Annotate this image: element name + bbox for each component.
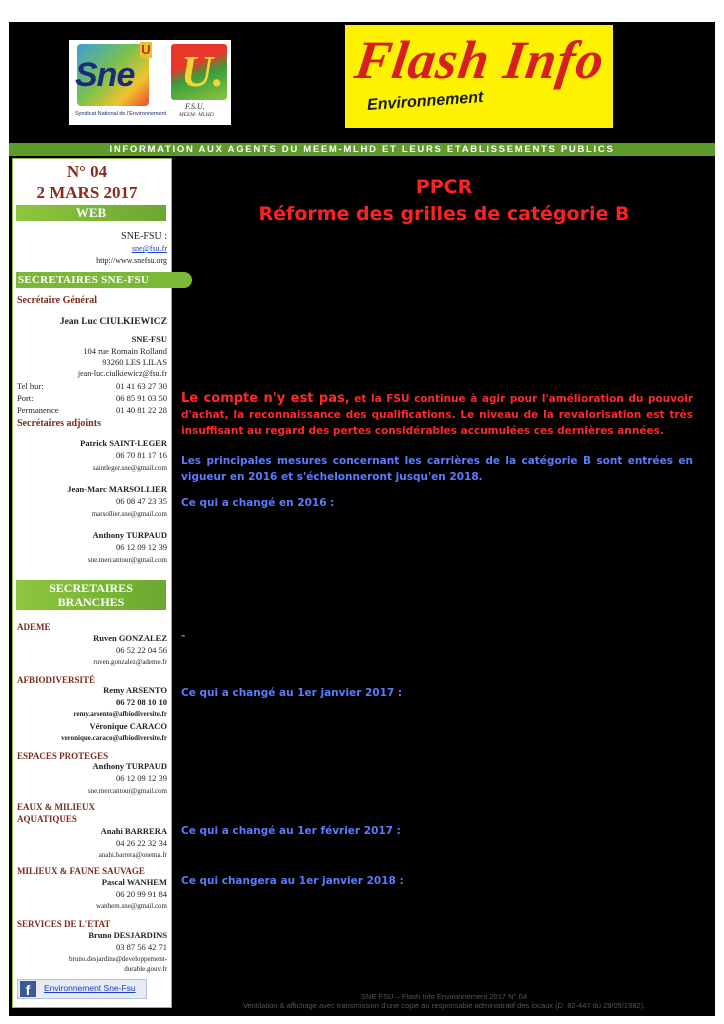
branch-phone: 03 87 56 42 71 xyxy=(116,942,167,952)
article-title xyxy=(179,174,709,228)
measures-paragraph: Les principales mesures concernant les carrières de la catégorie B sont entrées en vigueur en 2016 et s'échelonneront jusqu'en 2018. xyxy=(181,455,693,483)
adjoint-email: marsollier.sne@gmail.com xyxy=(91,510,167,518)
branches-header xyxy=(16,580,166,610)
branch-email-line2: durable.gouv.fr xyxy=(124,965,167,973)
issue-date: 2 MARS 2017 xyxy=(36,183,138,202)
branch-name: Anthony TURPAUD xyxy=(92,761,167,771)
intro-lead: Le compte n'y est pas, xyxy=(181,391,350,406)
branch-label: ADEME xyxy=(17,622,51,632)
branch-phone: 04 26 22 32 34 xyxy=(116,838,167,848)
fsu-subtext: MEEM- MLHD xyxy=(179,112,214,118)
sne-logo-text: Sne xyxy=(75,56,135,94)
web-header: WEB xyxy=(16,205,166,221)
branch-phone: 06 20 99 91 84 xyxy=(116,889,167,899)
branch-phone: 06 72 08 10 10 xyxy=(116,697,167,707)
sg-tel-label: Tel bur: xyxy=(17,381,44,391)
web-url[interactable]: http://www.snefsu.org xyxy=(96,256,167,265)
branch-name: Pascal WANHEM xyxy=(101,877,167,887)
secretaires-header: SECRETAIRES SNE-FSU xyxy=(16,272,192,288)
branch-email: sne.mercantour@gmail.com xyxy=(87,787,167,795)
branch-label-line2: AQUATIQUES xyxy=(17,814,77,824)
article-title-line2: Réforme des grilles de catégorie B xyxy=(258,203,630,225)
heading-jan-2017: Ce qui a changé au 1er janvier 2017 : xyxy=(181,687,403,699)
sg-tel: 01 41 63 27 30 xyxy=(116,381,167,391)
adjoint-email: saintleger.sne@gmail.com xyxy=(92,464,167,472)
branch-name: Anahi BARRERA xyxy=(100,826,167,836)
branch-email: bruno.desjardins@developpement- xyxy=(68,955,167,963)
footer-line2: Ventilation & affichage avec transmission d'une copie au responsable administratif des locaux (D. 82-447 du 28/05/1982). xyxy=(242,1001,646,1010)
info-banner: INFORMATION AUX AGENTS DU MEEM-MLHD ET LEURS ETABLISSEMENTS PUBLICS xyxy=(9,143,715,156)
sg-address-1: 104 rue Romain Rolland xyxy=(83,346,167,356)
dash-marker: - xyxy=(181,630,186,642)
flash-info-logo xyxy=(345,25,613,128)
branches-header-line1: SECRETAIRES xyxy=(49,581,133,595)
branch-email: remy.arsento@afbiodiversite.fr xyxy=(73,710,167,718)
sg-email: jean-luc.ciulkiewicz@fsu.fr xyxy=(77,369,167,378)
branch-label: EAUX & MILIEUX xyxy=(17,802,96,812)
fsu-text: F.S.U. xyxy=(185,102,205,111)
heading-feb-2017: Ce qui a changé au 1er février 2017 : xyxy=(181,825,401,837)
sidebar xyxy=(12,158,172,1008)
page xyxy=(9,22,715,1016)
sne-logo-u: U xyxy=(141,42,151,57)
secretaire-general-label: Secrétaire Général xyxy=(17,295,98,306)
sg-permanence: 01 40 81 22 28 xyxy=(116,405,167,415)
branch-name: Véronique CARACO xyxy=(89,721,167,731)
sg-port-label: Port: xyxy=(17,393,34,403)
heading-jan-2018: Ce qui changera au 1er janvier 2018 : xyxy=(181,875,404,887)
heading-2016: Ce qui a changé en 2016 : xyxy=(181,497,335,509)
sg-name: Jean Luc CIULKIEWICZ xyxy=(59,317,167,327)
article-title-line1: PPCR xyxy=(415,176,473,198)
adjoint-phone: 06 12 09 12 39 xyxy=(116,542,167,552)
facebook-icon: f xyxy=(20,981,36,997)
web-email-link[interactable]: sne@fsu.fr xyxy=(131,244,167,253)
branch-name: Bruno DESJARDINS xyxy=(88,930,167,940)
adjoint-phone: 06 08 47 23 35 xyxy=(116,496,167,506)
branch-label: MILIEUX & FAUNE SAUVAGE xyxy=(17,866,145,876)
intro-paragraph xyxy=(181,391,693,439)
adjoint-name: Anthony TURPAUD xyxy=(92,530,167,540)
sg-port: 06 85 91 03 50 xyxy=(116,393,167,403)
facebook-link[interactable]: Environnement Sne-Fsu xyxy=(44,983,136,993)
sg-org: SNE-FSU xyxy=(131,334,167,344)
adjoint-name: Jean-Marc MARSOLLIER xyxy=(67,484,167,494)
intro-rest: et la FSU continue à agir pour l'amélioration du pouvoir d'achat, la reconnaissance des qualifications. Le niveau de la revalorisation est très insuffisant au regard des pertes considérables accumulées ces dernières années. xyxy=(181,393,693,437)
footer xyxy=(179,992,709,1010)
sg-address-2: 93260 LES LILAS xyxy=(102,357,167,367)
branch-label: AFBIODIVERSITÉ xyxy=(17,675,96,685)
fsu-logo-box xyxy=(171,44,227,100)
branch-email: anahi.barrera@onema.fr xyxy=(98,851,167,859)
branch-phone: 06 52 22 04 56 xyxy=(116,645,167,655)
adjoint-name: Patrick SAINT-LEGER xyxy=(80,438,167,448)
fsu-logo-text: U. xyxy=(181,47,224,96)
branches-header-line2: BRANCHES xyxy=(57,595,125,609)
branch-name: Ruven GONZALEZ xyxy=(93,633,167,643)
branch-email: ruven.gonzalez@ademe.fr xyxy=(93,658,167,666)
issue-number: N° 04 xyxy=(66,162,108,181)
adjoint-phone: 06 70 81 17 16 xyxy=(116,450,167,460)
adjoint-email: sne.mercantour@gmail.com xyxy=(87,556,167,564)
branch-label: SERVICES DE L'ETAT xyxy=(17,919,111,929)
branch-name: Remy ARSENTO xyxy=(103,685,167,695)
sne-subtitle: Syndicat National de l'Environnement xyxy=(75,111,167,117)
web-org: SNE-FSU : xyxy=(121,231,167,242)
sg-permanence-label: Permanence xyxy=(17,405,59,415)
flash-info-title: Flash Info xyxy=(351,30,609,90)
adjoints-label: Secrétaires adjoints xyxy=(17,418,101,429)
branch-email: wanhem.sne@gmail.com xyxy=(96,902,167,910)
branch-label: ESPACES PROTEGES xyxy=(17,751,109,761)
facebook-link-box[interactable] xyxy=(17,979,147,999)
footer-line1: SNE FSU – Flash Info Environnement 2017 N° 04 xyxy=(361,992,527,1001)
flash-info-subtitle: Environnement xyxy=(366,88,484,115)
branch-email: veronique.caraco@afbiodiversite.fr xyxy=(61,734,167,742)
sne-fsu-logo xyxy=(69,40,231,125)
branch-phone: 06 12 09 12 39 xyxy=(116,773,167,783)
